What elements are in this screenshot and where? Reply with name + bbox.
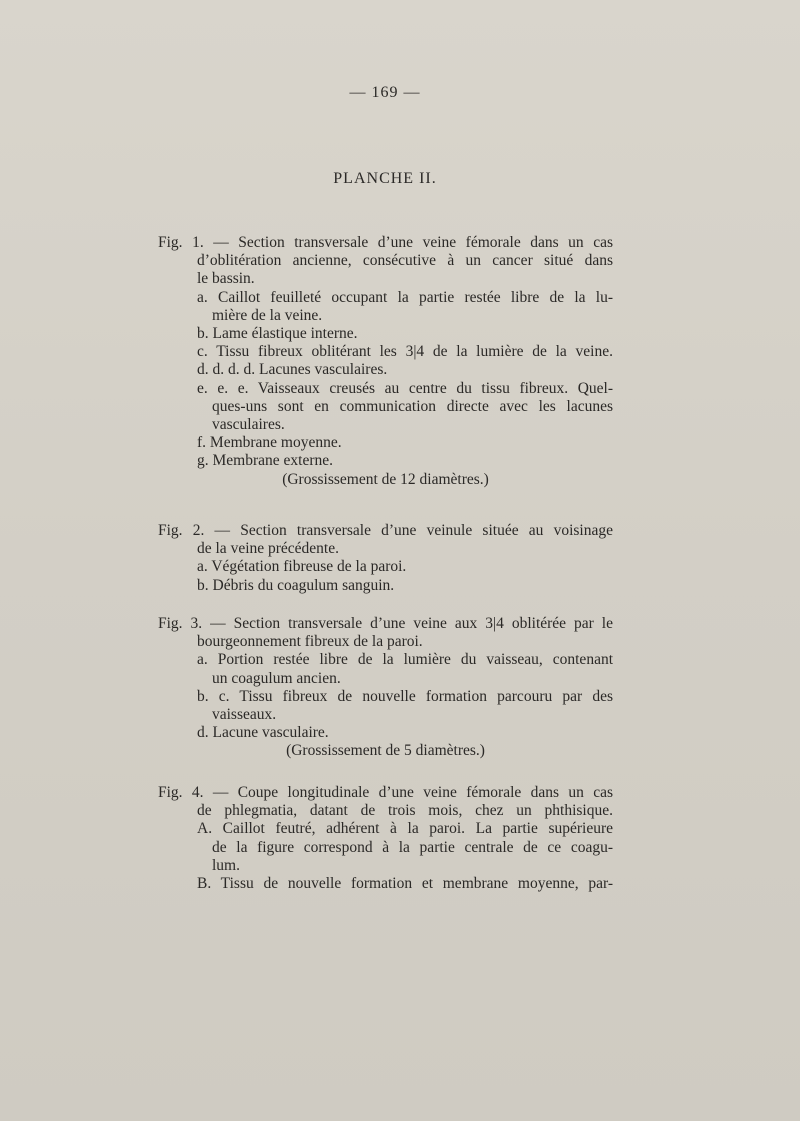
caption-line: d. Lacune vasculaire. [197,724,329,742]
caption-line: vaisseaux. [212,706,277,724]
caption-line: a. Caillot feuilleté occupant la partie restée libre de la lu- [197,288,613,306]
caption-line: bourgeonnement fibreux de la paroi. [197,633,423,651]
caption-line: A. Caillot feutré, adhérent à la paroi. La partie supérieure [197,820,613,838]
caption-line: b. Débris du coagulum sanguin. [197,576,395,594]
caption-line: a. Portion restée libre de la lumière du vaisseau, contenant [197,651,613,669]
caption-line: c. Tissu fibreux oblitérant les 3|4 de la lumière de la veine. [197,343,613,361]
caption-line: Fig. 1. — Section transversale d’une veine fémorale dans un cas [158,234,613,251]
caption-line: un coagulum ancien. [212,669,341,687]
caption-line: Fig. 3. — Section transversale d’une veine aux 3|4 oblitérée par le [158,615,613,632]
caption-line: lum. [212,856,240,874]
caption-line: a. Végétation fibreuse de la paroi. [197,558,407,576]
caption-line: mière de la veine. [212,306,323,324]
caption-line: de phlegmatia, datant de trois mois, chez un phthisique. [197,802,613,820]
plate-title: PLANCHE II. [333,170,437,187]
caption-line: vasculaires. [212,416,285,434]
caption-line: B. Tissu de nouvelle formation et membrane moyenne, par- [197,875,613,893]
caption-line: b. Lame élastique interne. [197,325,358,343]
caption-line: de la figure correspond à la partie centrale de ce coagu- [212,838,613,856]
caption-line: e. e. e. Vaisseaux creusés au centre du tissu fibreux. Quel- [197,379,613,397]
caption-line: (Grossissement de 12 diamètres.) [282,470,489,488]
caption-line: (Grossissement de 5 diamètres.) [286,742,485,760]
caption-line: le bassin. [197,270,255,288]
caption-line: Fig. 4. — Coupe longitudinale d’une veine fémorale dans un cas [158,784,613,801]
figure-1-caption [158,234,613,489]
page-number: — 169 — [349,84,421,101]
caption-line: de la veine précédente. [197,540,339,558]
figure-4-caption [158,784,613,893]
caption-line: g. Membrane externe. [197,452,333,470]
caption-line: f. Membrane moyenne. [197,434,342,452]
caption-line: Fig. 2. — Section transversale d’une veinule située au voisinage [158,522,613,539]
figure-3-caption [158,615,613,761]
caption-line: d’oblitération ancienne, consécutive à un cancer situé dans [197,252,613,270]
caption-line: b. c. Tissu fibreux de nouvelle formation parcouru par des [197,687,613,705]
caption-line: ques-uns sont en communication directe avec les lacunes [212,397,613,415]
figure-2-caption [158,522,613,595]
caption-line: d. d. d. d. Lacunes vasculaires. [197,361,388,379]
